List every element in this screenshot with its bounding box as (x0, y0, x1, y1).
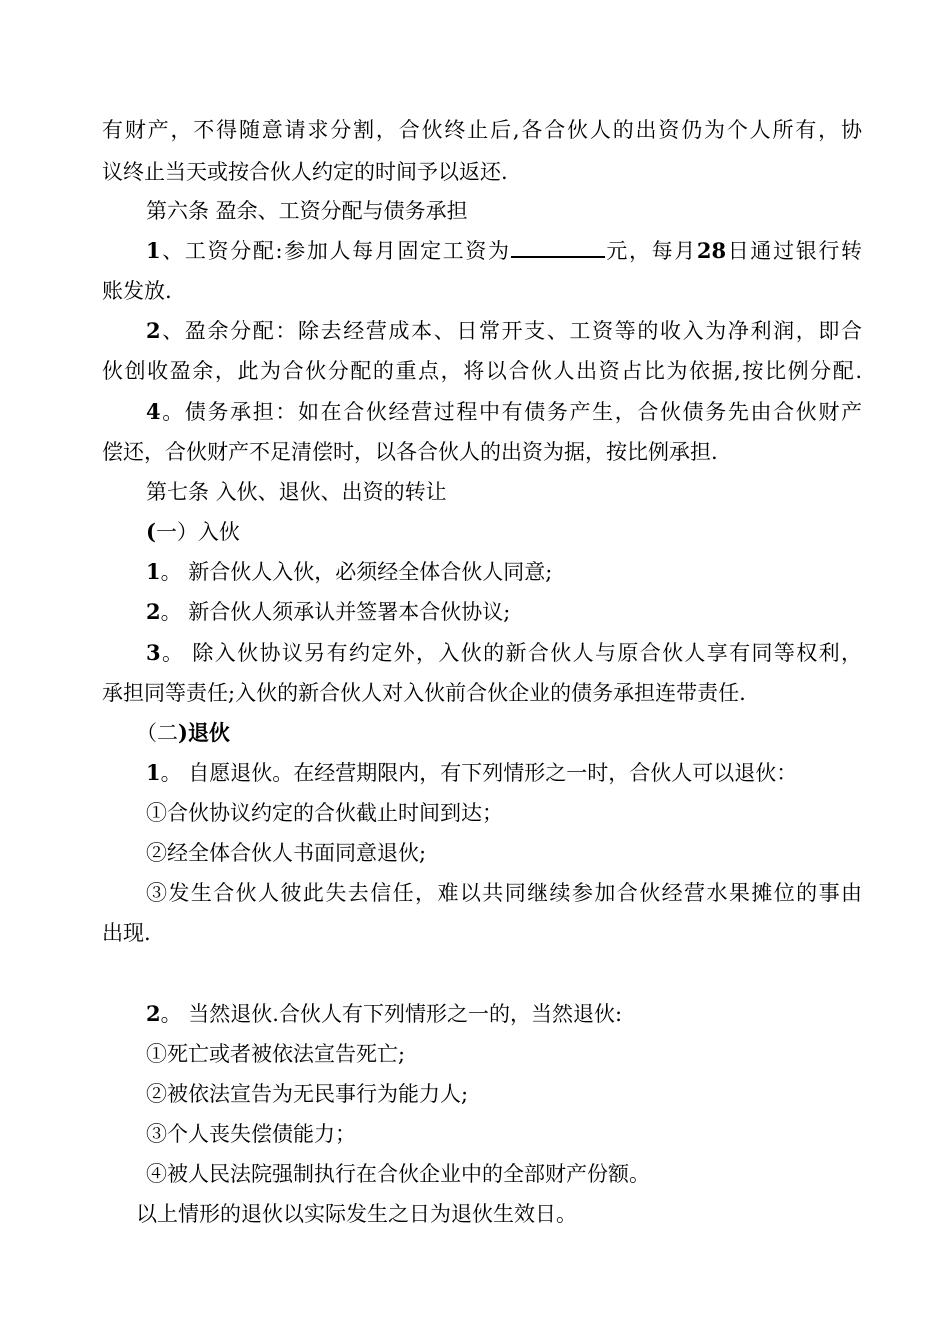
item-number: 1 (146, 559, 161, 584)
text-line: 账发放. (102, 279, 172, 303)
item-number: 3 (146, 640, 161, 665)
clause-text: 日通过银行转 (726, 239, 863, 263)
closing-line: 以上情形的退伙以实际发生之日为退伙生效日。 (136, 1202, 577, 1226)
clause-number: 4 (146, 399, 161, 424)
clause-text: 、盈余分配：除去经营成本、日常开支、工资等的收入为净利润，即合 (160, 319, 862, 343)
item-text: 。 自愿退伙。在经营期限内，有下列情形之一时，合伙人可以退伙： (160, 761, 798, 785)
quit-sub-item: ①死亡或者被依法宣告死亡; (146, 1042, 406, 1066)
quit-sub-item: ③发生合伙人彼此失去信任，难以共同继续参加合伙经营水果摊位的事由 (146, 881, 862, 905)
quit-sub-item: ②被依法宣告为无民事行为能力人; (146, 1082, 469, 1106)
text-line: 出现. (102, 921, 151, 945)
quit-sub-item: ④被人民法院强制执行在合伙企业中的全部财产份额。 (146, 1162, 650, 1186)
quit-item-2 (146, 999, 862, 1029)
clause-number: 1 (146, 238, 161, 263)
item-number: 2 (146, 599, 161, 624)
quit-sub-item: ①合伙协议约定的合伙截止时间到达； (146, 801, 503, 825)
item-text: 。 当然退伙.合伙人有下列情形之一的，当然退伙: (160, 1002, 623, 1026)
text-line: 议终止当天或按合伙人约定的时间予以返还. (102, 160, 508, 184)
text-line: 有财产，不得随意请求分割，合伙终止后,各合伙人的出资仍为个人所有，协 (102, 118, 862, 142)
heading-text: （二 (136, 721, 178, 745)
text-line: 伙创收盈余，此为合伙分配的重点，将以合伙人出资占比为依据,按比例分配. (102, 359, 862, 383)
quit-sub-item: ②经全体合伙人书面同意退伙; (146, 841, 427, 865)
text-line: 偿还，合伙财产不足清偿时，以各合伙人的出资为据，按比例承担. (102, 440, 718, 464)
surplus-clause (146, 316, 862, 346)
join-item-2 (146, 597, 862, 627)
article-7-heading: 第七条 入伙、退伙、出资的转让 (146, 480, 447, 504)
paren: ( (146, 519, 156, 544)
quit-item-1 (146, 758, 862, 788)
clause-number: 2 (146, 318, 161, 343)
heading-text: 一）入伙 (155, 520, 240, 544)
item-text: 。 除入伙协议另有约定外，入伙的新合伙人与原合伙人享有同等权利， (160, 641, 862, 665)
item-text: 。 新合伙人入伙，必须经全体合伙人同意; (160, 560, 553, 584)
join-item-1 (146, 557, 862, 587)
item-number: 1 (146, 760, 161, 785)
wage-clause (146, 236, 862, 266)
clause-day: 28 (696, 238, 727, 263)
item-text: 。 新合伙人须承认并签署本合伙协议; (160, 600, 511, 624)
join-heading (146, 517, 862, 547)
clause-text: 。债务承担：如在合伙经营过程中有债务产生，合伙债务先由合伙财产 (160, 400, 862, 424)
blank-underline (511, 238, 605, 258)
quit-heading (136, 718, 862, 748)
clause-text: 、工资分配:参加人每月固定工资为 (160, 239, 511, 263)
article-6-heading: 第六条 盈余、工资分配与债务承担 (146, 199, 468, 223)
debt-clause (146, 397, 862, 427)
join-item-3 (146, 638, 862, 668)
text-line: 承担同等责任;入伙的新合伙人对入伙前合伙企业的债务承担连带责任. (102, 681, 746, 705)
heading-text: )退伙 (178, 720, 230, 745)
item-number: 2 (146, 1001, 161, 1026)
quit-sub-item: ③个人丧失偿债能力； (146, 1122, 356, 1146)
clause-text: 元，每月 (604, 239, 697, 263)
